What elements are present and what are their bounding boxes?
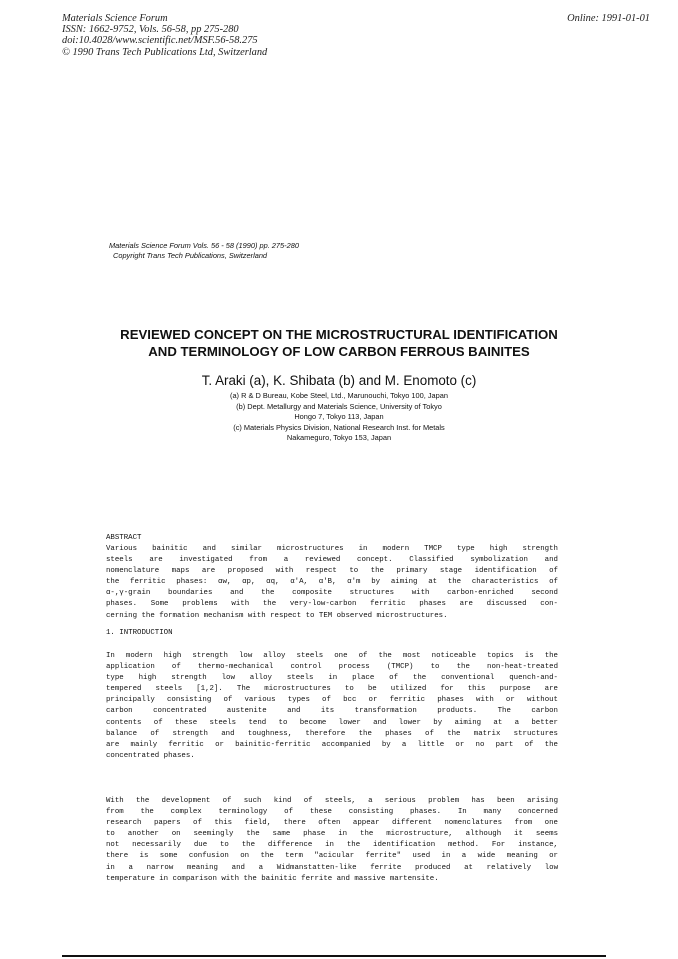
affiliation-b-address: Hongo 7, Tokyo 113, Japan (294, 412, 384, 422)
body-line: temperature in comparison with the bainitic ferrite and massive martensite. (106, 874, 439, 883)
abstract-line: the ferritic phases: αw, αp, αq, α'A, α'B, α'm by aiming at the characteristics of (106, 578, 558, 587)
body-line: concentrated phases. (106, 751, 195, 760)
affiliation-a: (a) R & D Bureau, Kobe Steel, Ltd., Marunouchi, Tokyo 100, Japan (229, 391, 448, 400)
affiliation-c-address: Nakameguro, Tokyo 153, Japan (286, 433, 392, 443)
body-line: research papers of this field, there often appear different nomenclatures from one (106, 819, 558, 828)
abstract-line: nomenclature maps are proposed with respect to the primary stage identification of (106, 567, 558, 576)
citation-line-2: Copyright Trans Tech Publications, Switzerland (113, 251, 268, 260)
body-line: to another on seemingly the same phase in the microstructure, although it seems (106, 830, 558, 839)
body-line: balance of strength and toughness, therefore the phases of the matrix structures (106, 729, 558, 738)
authors: T. Araki (a), K. Shibata (b) and M. Enomoto (c) (201, 373, 477, 388)
abstract-line: Various bainitic and similar microstructures in modern TMCP type high strength (106, 545, 558, 553)
abstract-heading: ABSTRACT (106, 534, 142, 542)
abstract-line: phases. Some problems with the very-low-carbon ferritic phases are discussed con- (106, 600, 558, 609)
affiliation-c: (c) Materials Physics Division, National Research Inst. for Metals (233, 422, 445, 432)
body-line: not necessarily due to the difference in the identification method. For instance, (106, 841, 558, 850)
citation-line-1: Materials Science Forum Vols. 56 - 58 (1990) pp. 275-280 (109, 241, 299, 250)
title-line-1: REVIEWED CONCEPT ON THE MICROSTRUCTURAL IDENTIFICATION (120, 327, 558, 342)
body-line: tempered steels [1,2]. The microstructures to be utilized for this purpose are (106, 685, 558, 694)
online-date: Online: 1991-01-01 (567, 13, 650, 24)
affiliation-b: (b) Dept. Metallurgy and Materials Science, University of Tokyo (236, 401, 442, 411)
journal-name: Materials Science Forum (62, 13, 168, 24)
body-line: from the complex terminology of these consisting phases. In many concerned (106, 808, 558, 817)
body-line: In modern high strength low alloy steels one of the most noticeable topics is the (106, 652, 558, 660)
affiliations (0, 391, 678, 444)
section-heading-introduction: 1. INTRODUCTION (106, 629, 173, 637)
body-line: are mainly ferritic or bainitic-ferritic accompanied by a little or no part of the (106, 740, 558, 749)
body-line: carbon concentrated austenite and its transformation products. The carbon (106, 707, 558, 716)
body-line: With the development of such kind of steels, a serious problem has been arising (106, 797, 558, 805)
title-line-2: AND TERMINOLOGY OF LOW CARBON FERROUS BAINITES (148, 344, 530, 359)
body-line: application of thermo-mechanical control process (TMCP) to the non-heat-treated (106, 663, 558, 672)
paper-title (0, 326, 678, 360)
journal-copyright: © 1990 Trans Tech Publications Ltd, Switzerland (62, 46, 268, 58)
abstract-body (106, 544, 558, 622)
abstract-line: steels are investigated from a reviewed concept. Classified symbolization and (106, 556, 558, 565)
citation-block (109, 241, 299, 261)
journal-issn: ISSN: 1662-9752, Vols. 56-58, pp 275-280 (62, 24, 239, 36)
journal-info (62, 13, 267, 58)
abstract-line: α-,γ-grain boundaries and the composite structures with carbon-enriched second (106, 589, 558, 598)
body-line: contents of these steels tend to become lower and lower by aiming at a better (106, 718, 558, 727)
page-bottom-rule (62, 955, 606, 957)
journal-doi: doi:10.4028/www.scientific.net/MSF.56-58.275 (62, 35, 258, 47)
abstract-line: cerning the formation mechanism with respect to TEM observed microstructures. (106, 611, 448, 620)
body-line: in a narrow meaning and a Widmanstatten-like ferrite produced at relatively low (106, 863, 558, 872)
body-line: type high strength low alloy steels in place of the conventional quench-and- (106, 674, 558, 683)
intro-paragraph-1 (106, 651, 558, 762)
intro-paragraph-2 (106, 796, 558, 885)
body-line: there is some confusion on the term "acicular ferrite" used in a wide meaning or (106, 852, 558, 861)
body-line: principally consisting of various types of bcc or ferritic phases with or without (106, 696, 558, 705)
